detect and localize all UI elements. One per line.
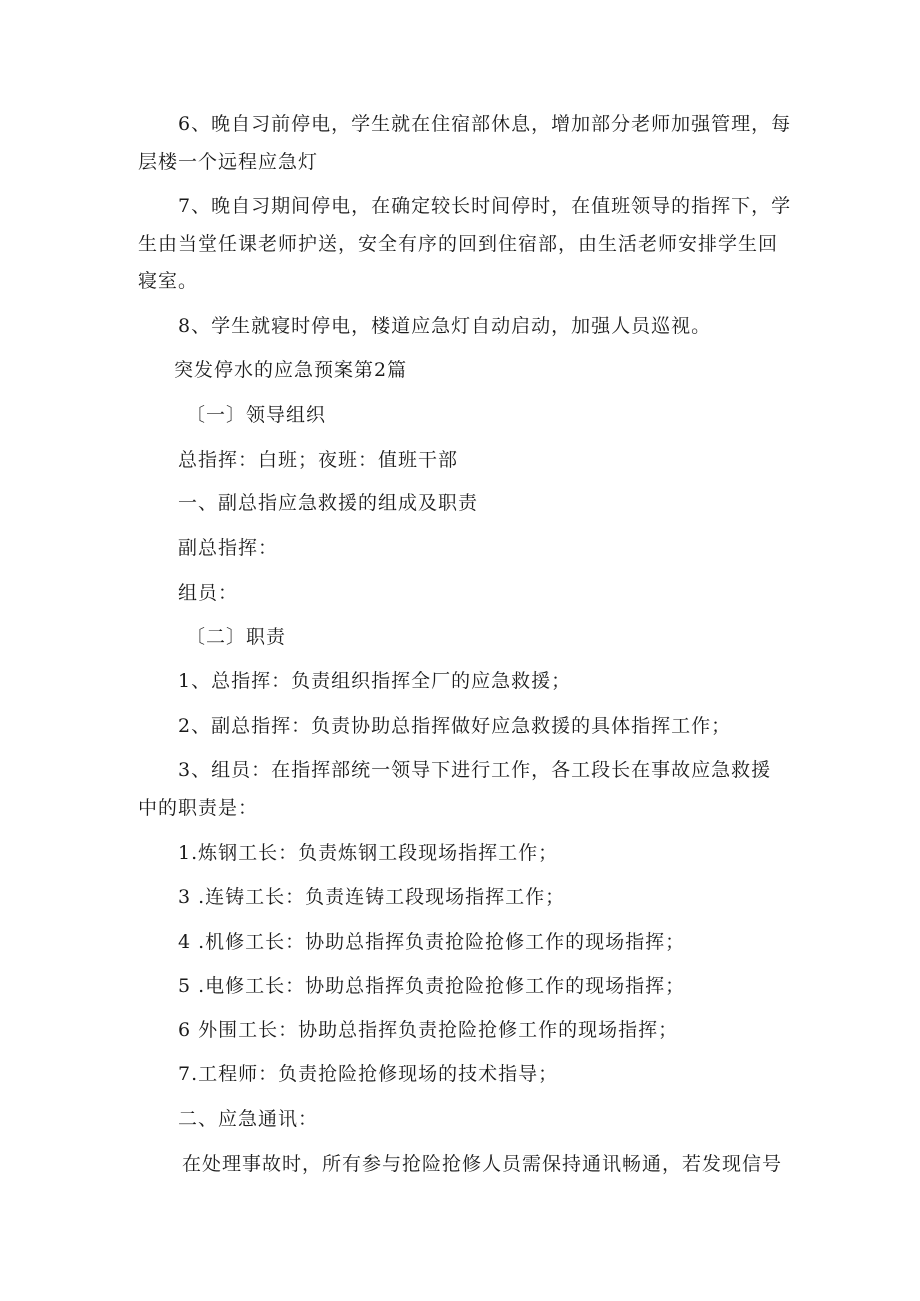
section-heading: 突发停水的应急预案第2篇 (174, 359, 408, 381)
deputy-commander-line: 副总指挥： (178, 537, 279, 559)
foreman-item-3: 3 .连铸工长：负责连铸工段现场指挥工作； (178, 886, 566, 908)
duty-item-1: 1、总指挥：负责组织指挥全厂的应急救援； (178, 670, 572, 692)
members-line: 组员： (178, 582, 239, 604)
duty-item-2: 2、副总指挥：负责协助总指挥做好应急救援的具体指挥工作； (178, 715, 732, 737)
paragraph-8: 8、学生就寝时停电，楼道应急灯自动启动，加强人员巡视。 (178, 315, 712, 337)
paragraph-7-line-2: 生由当堂任课老师护送，安全有序的回到住宿部，由生活老师安排学生回 (138, 233, 779, 255)
section-one-heading: 一、副总指应急救援的组成及职责 (178, 492, 479, 514)
foreman-item-4: 4 .机修工长：协助总指挥负责抢险抢修工作的现场指挥； (178, 931, 686, 953)
foreman-item-5: 5 .电修工长：协助总指挥负责抢险抢修工作的现场指挥； (178, 975, 686, 997)
paragraph-7-line-3: 寝室。 (138, 270, 199, 292)
commander-line: 总指挥：白班；夜班：值班干部 (178, 449, 459, 471)
subheading-leadership: 〔一〕领导组织 (186, 404, 327, 426)
duty-item-3-line-1: 3、组员：在指挥部统一领导下进行工作，各工段长在事故应急救援 (178, 759, 772, 781)
foreman-item-6: 6 外围工长：协助总指挥负责抢险抢修工作的现场指挥； (178, 1019, 679, 1041)
foreman-item-1: 1.炼钢工长：负责炼钢工段现场指挥工作； (178, 842, 559, 864)
section-two-heading: 二、应急通讯： (178, 1108, 319, 1130)
paragraph-6-line-2: 层楼一个远程应急灯 (138, 151, 319, 173)
duty-item-3-line-2: 中的职责是： (138, 797, 259, 819)
subheading-duties: 〔二〕职责 (186, 626, 287, 648)
engineer-item-7: 7.工程师：负责抢险抢修现场的技术指导； (178, 1063, 559, 1085)
paragraph-6-line-1: 6、晚自习前停电，学生就在住宿部休息，增加部分老师加强管理，每 (178, 113, 792, 135)
paragraph-7-line-1: 7、晚自习期间停电，在确定较长时间停时，在值班领导的指挥下，学 (178, 195, 792, 217)
communications-paragraph: 在处理事故时，所有参与抢险抢修人员需保持通讯畅通，若发现信号 (182, 1153, 783, 1175)
